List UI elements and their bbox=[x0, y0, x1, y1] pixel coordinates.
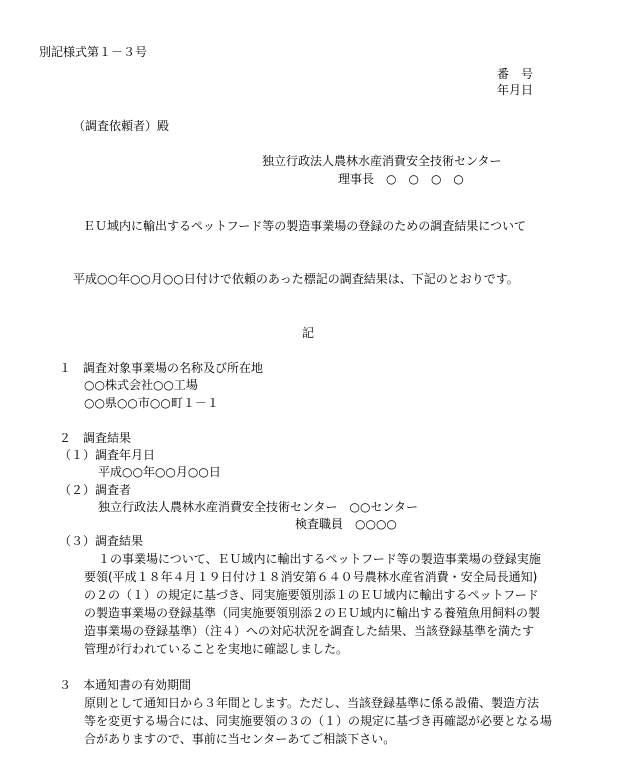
form-number: 別記様式第１－３号 bbox=[39, 45, 148, 59]
section2-heading: ２ 調査結果 bbox=[59, 431, 132, 445]
section1-address: ○○県○○市○○町１－１ bbox=[84, 396, 219, 410]
issuer-director: 理事長 ○ ○ ○ ○ bbox=[338, 172, 464, 186]
section2-sub3-line: 造事業場の登録基準）（注４）への対応状況を調査した結果、当該登録基準を満たす bbox=[84, 624, 535, 638]
section2-sub3-heading: （３）調査結果 bbox=[59, 534, 144, 548]
date-label: 年月日 bbox=[497, 83, 534, 97]
section2-sub3-line: 管理が行われていることを実地に確認しました。 bbox=[84, 642, 349, 656]
section2-sub3-line: の２の（１）の規定に基づき、同実施要領別添１のＥＵ域内に輸出するペットフード bbox=[84, 588, 539, 602]
section3-line: 合がありますので、事前に当センターあてご相談下さい。 bbox=[84, 732, 396, 746]
section2-sub2-inspector: 検査職員 ○○○○ bbox=[295, 517, 397, 531]
intro-text: 平成○○年○○月○○日付けで依頼のあった標記の調査結果は、下記のとおりです。 bbox=[73, 272, 519, 286]
section3-line: 等を変更する場合には、同実施要領の３の（１）の規定に基づき再確認が必要となる場 bbox=[84, 714, 553, 728]
section2-sub1-value: 平成○○年○○月○○日 bbox=[98, 465, 221, 479]
section3-line: 原則として通知日から３年間とします。ただし、当該登録基準に係る設備、製造方法 bbox=[84, 696, 540, 710]
subject-title: ＥＵ域内に輸出するペットフード等の製造事業場の登録のための調査結果について bbox=[83, 219, 527, 233]
issuer-organization: 独立行政法人農林水産消費安全技術センター bbox=[262, 154, 502, 168]
addressee: （調査依頼者）殿 bbox=[73, 119, 170, 133]
document-number-label: 番 号 bbox=[497, 67, 534, 81]
section2-sub3-line: の製造事業場の登録基準（同実施要領別添２のＥＵ域内に輸出する養殖魚用飼料の製 bbox=[84, 606, 541, 620]
section2-sub3-line: １の事業場について、ＥＵ域内に輸出するペットフード等の製造事業場の登録実施 bbox=[98, 552, 541, 566]
section2-sub1-heading: （１）調査年月日 bbox=[59, 448, 156, 462]
section1-heading: １ 調査対象事業場の名称及び所在地 bbox=[59, 361, 264, 375]
section1-company: ○○株式会社○○工場 bbox=[84, 378, 198, 392]
section2-sub2-org: 独立行政法人農林水産消費安全技術センター ○○センター bbox=[98, 500, 418, 514]
section3-heading: ３ 本通知書の有効期間 bbox=[59, 678, 192, 692]
ki-heading: 記 bbox=[302, 326, 315, 340]
section2-sub3-line: 要領(平成１８年４月１９日付け１８消安第６４０号農林水産省消費・安全局長通知) bbox=[84, 570, 538, 584]
section2-sub2-heading: （２）調査者 bbox=[59, 483, 132, 497]
